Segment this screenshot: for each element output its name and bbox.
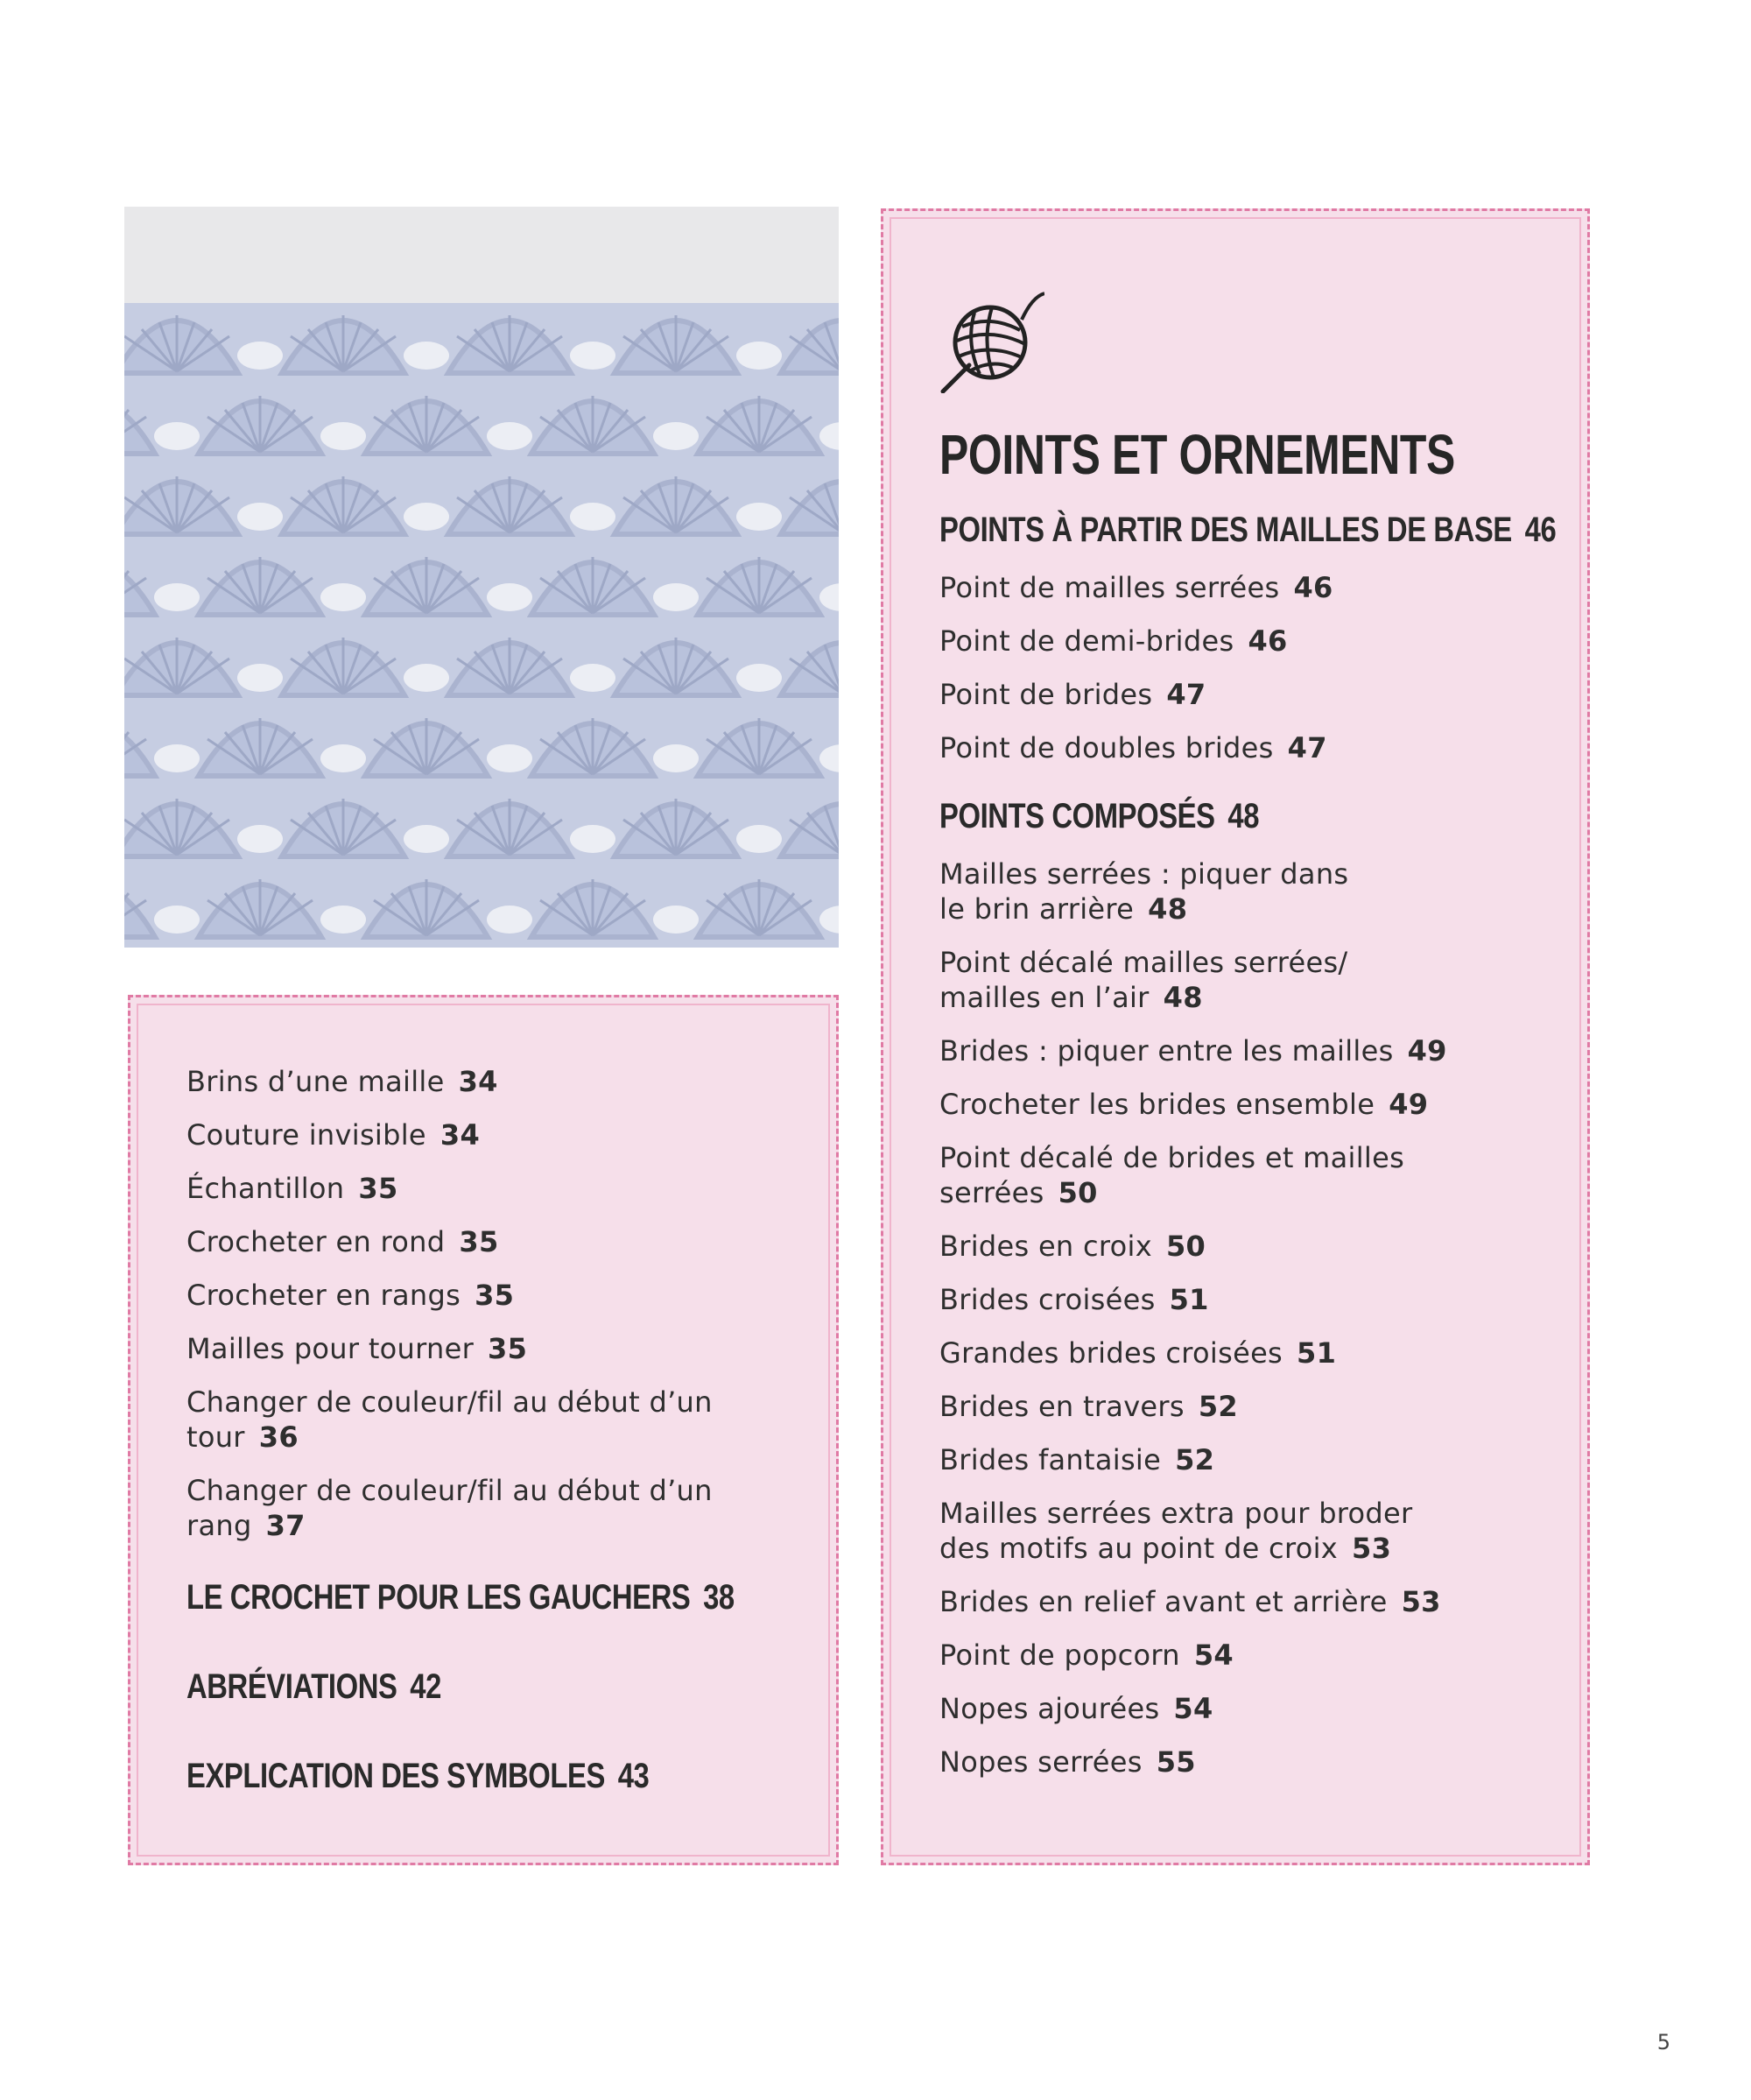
stitch-gap xyxy=(570,664,615,692)
toc-entry-label: Crocheter en rond xyxy=(186,1225,446,1258)
toc-entry-label: Changer de couleur/fil au début d’un rang xyxy=(186,1474,713,1542)
toc-entry xyxy=(939,1140,1531,1210)
stitch-gap xyxy=(736,825,782,853)
toc-entry-label: Grandes brides croisées xyxy=(939,1336,1283,1370)
section-heading xyxy=(186,1755,673,1797)
toc-entry xyxy=(939,677,1531,712)
toc-entry xyxy=(186,1224,780,1259)
toc-entry-page: 51 xyxy=(1297,1336,1337,1370)
stitch-gap xyxy=(237,342,283,370)
toc-entry xyxy=(939,624,1531,659)
toc-entry xyxy=(186,1117,780,1152)
toc-entry xyxy=(186,1171,780,1206)
toc-entry-label: Échantillon xyxy=(186,1172,345,1205)
stitch-gap xyxy=(653,422,699,450)
toc-entry-label-line2 xyxy=(939,1531,1531,1566)
section-heading-page: 38 xyxy=(703,1578,735,1617)
toc-entry-label: Changer de couleur/fil au début d’un tour xyxy=(186,1385,713,1454)
toc-entry xyxy=(939,1496,1531,1566)
toc-entry-label-line2 xyxy=(939,1282,1531,1317)
toc-entry-label-line2 xyxy=(939,1442,1531,1477)
toc-entry-label-line2 xyxy=(939,1229,1531,1264)
toc-entry-page: 47 xyxy=(1166,678,1206,711)
section-heading-composite-stitches xyxy=(939,795,1424,837)
toc-entry-label-line2 xyxy=(939,1638,1531,1673)
stitch-gap xyxy=(237,825,283,853)
toc-entry-label-line2 xyxy=(939,1087,1531,1122)
stitch-gap xyxy=(320,422,366,450)
toc-entry-label-line2 xyxy=(939,1033,1531,1068)
stitch-gap xyxy=(653,744,699,772)
toc-entry-page: 48 xyxy=(1163,981,1203,1014)
toc-entry xyxy=(939,1442,1531,1477)
section-heading xyxy=(186,1576,735,1618)
toc-entry-label-line2 xyxy=(939,1389,1531,1424)
left-section-list xyxy=(186,1576,780,1797)
stitch-gap xyxy=(154,744,200,772)
toc-entry-label: Point de popcorn xyxy=(939,1638,1180,1672)
base-stitches-list xyxy=(939,570,1531,765)
stitch-gap xyxy=(736,342,782,370)
toc-entry xyxy=(939,1033,1531,1068)
section-heading-page: 42 xyxy=(410,1667,441,1706)
section-heading-label: EXPLICATION DES SYMBOLES xyxy=(186,1757,605,1795)
toc-entry-page: 50 xyxy=(1165,1230,1206,1263)
toc-entry-label: mailles en l’air xyxy=(939,981,1150,1014)
section-heading-label: POINTS COMPOSÉS xyxy=(939,797,1215,835)
toc-entry-page: 37 xyxy=(265,1509,306,1542)
stitch-gap xyxy=(736,503,782,531)
section-heading-page: 48 xyxy=(1227,797,1260,835)
toc-entry-page: 50 xyxy=(1058,1176,1098,1209)
toc-entry-page: 53 xyxy=(1352,1532,1392,1565)
toc-entry-page: 35 xyxy=(459,1225,499,1258)
toc-entry-label: Brides croisées xyxy=(939,1283,1156,1316)
toc-entry xyxy=(939,1229,1531,1264)
toc-box-left xyxy=(128,995,839,1865)
toc-entry-page: 35 xyxy=(475,1279,515,1312)
stitch-gap xyxy=(736,664,782,692)
stitch-gap xyxy=(154,422,200,450)
toc-entry xyxy=(186,1473,780,1543)
toc-entry-label: Crocheter en rangs xyxy=(186,1279,461,1312)
left-entry-list xyxy=(186,1064,780,1543)
stitch-gap xyxy=(487,744,532,772)
toc-entry-label: le brin arrière xyxy=(939,892,1135,926)
stitch-gap xyxy=(154,906,200,934)
toc-entry-label: Brides en croix xyxy=(939,1230,1152,1263)
crochet-swatch-photo xyxy=(124,207,839,948)
toc-entry-label: Point décalé de brides et mailles serrées xyxy=(939,1141,1405,1209)
toc-entry-label: Brides fantaisie xyxy=(939,1443,1162,1476)
stitch-gap xyxy=(154,583,200,611)
stitch-gap xyxy=(320,906,366,934)
toc-entry xyxy=(186,1064,780,1099)
toc-entry-page: 54 xyxy=(1173,1692,1213,1725)
toc-entry-label: Mailles pour tourner xyxy=(186,1332,475,1365)
toc-entry-page: 35 xyxy=(488,1332,528,1365)
toc-box-right xyxy=(881,208,1590,1865)
stitch-gap xyxy=(487,422,532,450)
toc-entry xyxy=(939,1335,1531,1371)
toc-entry-label: Brides en relief avant et arrière xyxy=(939,1585,1388,1618)
toc-entry-label-line2 xyxy=(939,891,1531,927)
stitch-gap xyxy=(404,503,449,531)
stitch-gap xyxy=(653,583,699,611)
section-heading-label: LE CROCHET POUR LES GAUCHERS xyxy=(186,1578,691,1617)
stitch-gap xyxy=(320,583,366,611)
toc-entry-label-line1: Mailles serrées : piquer dans xyxy=(939,857,1349,891)
toc-entry-page: 52 xyxy=(1175,1443,1215,1476)
stitch-gap xyxy=(237,664,283,692)
toc-entry-page: 48 xyxy=(1148,892,1188,926)
toc-entry-page: 35 xyxy=(358,1172,398,1205)
toc-entry-label-line2 xyxy=(939,980,1531,1015)
toc-entry xyxy=(939,730,1531,765)
toc-entry-label: Nopes serrées xyxy=(939,1745,1143,1779)
toc-entry-page: 34 xyxy=(440,1118,481,1152)
toc-entry xyxy=(939,1282,1531,1317)
toc-entry xyxy=(939,1389,1531,1424)
stitch-gap xyxy=(237,503,283,531)
toc-entry xyxy=(939,1087,1531,1122)
toc-entry-page: 46 xyxy=(1248,624,1288,658)
toc-entry-label: Couture invisible xyxy=(186,1118,426,1152)
toc-entry xyxy=(939,570,1531,605)
stitch-gap xyxy=(404,664,449,692)
toc-entry-label: Crocheter les brides ensemble xyxy=(939,1088,1375,1121)
toc-entry-label: Nopes ajourées xyxy=(939,1692,1160,1725)
toc-entry-label-line1: Point décalé mailles serrées/ xyxy=(939,946,1348,979)
yarn-ball-icon xyxy=(939,288,1044,393)
toc-entry xyxy=(939,1638,1531,1673)
section-heading-base-stitches xyxy=(939,509,1557,551)
toc-entry-label: des motifs au point de croix xyxy=(939,1532,1339,1565)
toc-entry-page: 47 xyxy=(1287,731,1327,765)
toc-entry-page: 55 xyxy=(1156,1745,1196,1779)
toc-entry xyxy=(186,1385,780,1455)
stitch-gap xyxy=(404,342,449,370)
stitch-gap xyxy=(320,744,366,772)
toc-entry-page: 53 xyxy=(1401,1585,1441,1618)
toc-entry-page: 46 xyxy=(1293,571,1333,604)
toc-entry-label: Point de brides xyxy=(939,678,1153,711)
toc-entry-label: Point de mailles serrées xyxy=(939,571,1280,604)
toc-entry xyxy=(186,1278,780,1313)
toc-entry-page: 52 xyxy=(1198,1390,1238,1423)
crochet-swatch-image xyxy=(124,207,839,948)
toc-entry xyxy=(939,1691,1531,1726)
toc-entry-label-line1: Mailles serrées extra pour broder xyxy=(939,1497,1413,1530)
stitch-gap xyxy=(570,503,615,531)
toc-entry-label-line2 xyxy=(939,1140,1531,1210)
stitch-gap xyxy=(487,583,532,611)
toc-entry-page: 49 xyxy=(1389,1088,1429,1121)
composite-stitches-list xyxy=(939,856,1531,1779)
section-heading-page: 46 xyxy=(1524,511,1557,549)
section-heading-page: 43 xyxy=(617,1757,650,1795)
toc-entry-label-line2 xyxy=(939,1335,1531,1371)
chapter-title: POINTS ET ORNEMENTS xyxy=(939,423,1455,486)
page-number: 5 xyxy=(1656,2030,1670,2054)
toc-entry xyxy=(939,1584,1531,1619)
toc-entry xyxy=(939,945,1531,1015)
section-heading-label: POINTS À PARTIR DES MAILLES DE BASE xyxy=(939,511,1512,549)
toc-entry-page: 34 xyxy=(458,1065,498,1098)
toc-entry-page: 51 xyxy=(1169,1283,1209,1316)
toc-entry-label: Point de demi-brides xyxy=(939,624,1234,658)
stitch-gap xyxy=(570,825,615,853)
toc-entry-label: Brides : piquer entre les mailles xyxy=(939,1034,1394,1068)
section-heading xyxy=(186,1666,673,1708)
toc-entry-label-line2 xyxy=(939,1691,1531,1726)
toc-entry-label: Brides en travers xyxy=(939,1390,1185,1423)
toc-entry-label: Brins d’une maille xyxy=(186,1065,445,1098)
toc-entry-label: Point de doubles brides xyxy=(939,731,1274,765)
stitch-gap xyxy=(487,906,532,934)
section-heading-label: ABRÉVIATIONS xyxy=(186,1667,397,1706)
toc-entry xyxy=(939,856,1531,927)
stitch-gap xyxy=(570,342,615,370)
toc-entry-page: 49 xyxy=(1407,1034,1447,1068)
toc-entry-label-line2 xyxy=(939,1584,1531,1619)
toc-entry xyxy=(186,1331,780,1366)
toc-entry-page: 54 xyxy=(1193,1638,1234,1672)
stitch-gap xyxy=(653,906,699,934)
toc-entry-page: 36 xyxy=(258,1420,299,1454)
toc-entry-label-line2 xyxy=(939,1744,1531,1779)
stitch-gap xyxy=(404,825,449,853)
toc-entry xyxy=(939,1744,1531,1779)
